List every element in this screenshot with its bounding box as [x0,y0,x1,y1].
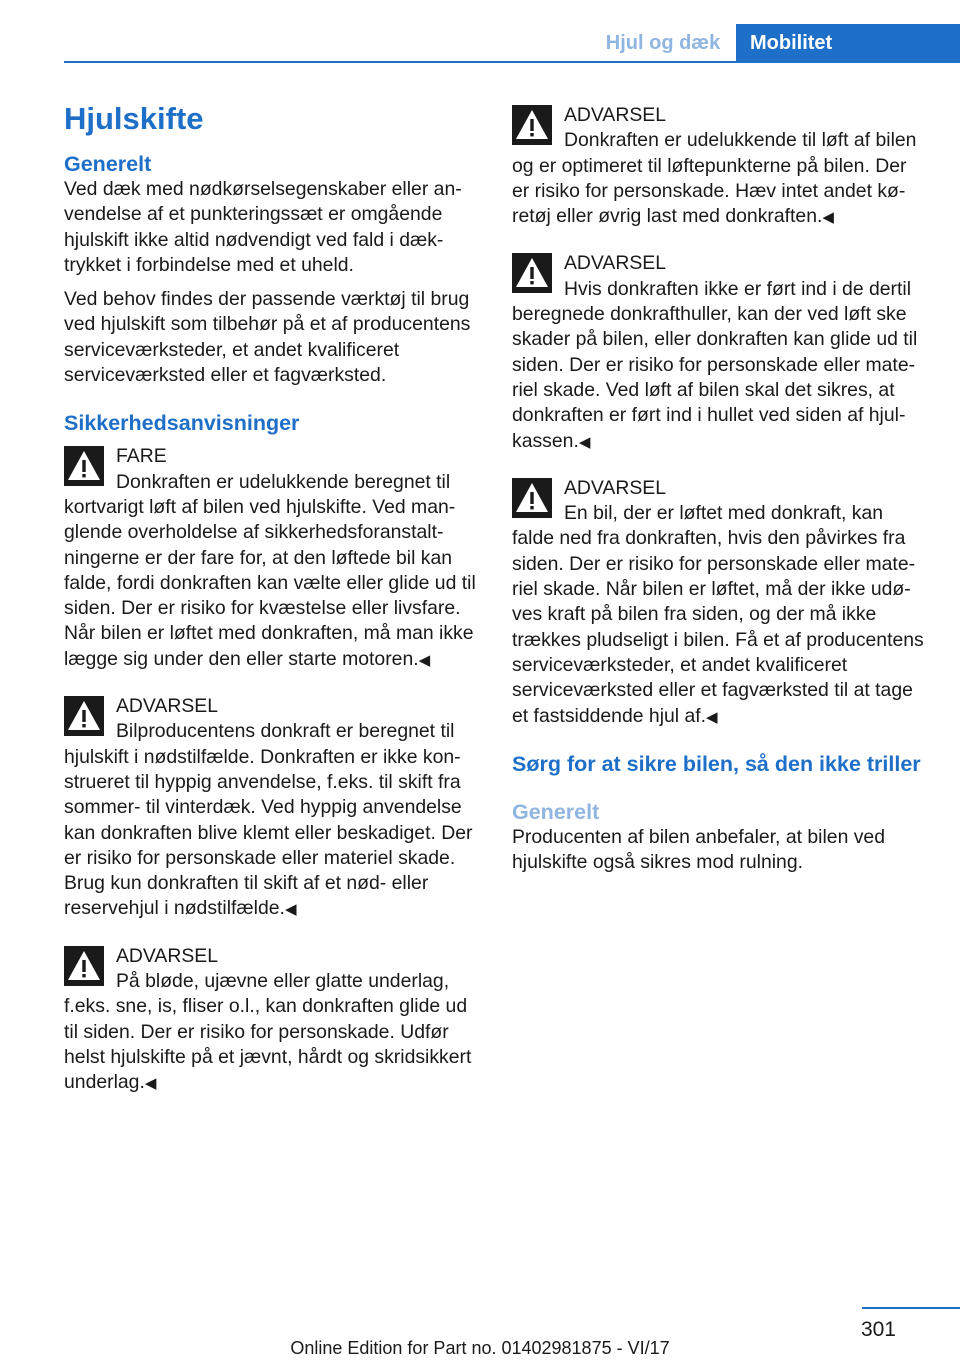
warning-block-fare [64,444,478,673]
warning-first-line: En bil, der er løftet med donkraft, kan [564,502,884,525]
warning-title: ADVARSEL [116,695,219,718]
end-mark: ◀ [822,209,834,227]
warning-text: f.eks. sne, is, fliser o.l., kan donkraften glide ud til siden. Der er risiko for personskade. Udfør helst hjulskifte på et jævnt, hårdt og skridsikkert underlag. [64,995,472,1094]
warning-first-line: På bløde, ujævne eller glatte underlag, [116,970,450,993]
page-title: Hjulskifte [64,101,204,136]
end-mark: ◀ [706,708,718,726]
warning-triangle-icon [512,105,552,145]
page-number: 301 [860,1318,896,1341]
warning-first-line: Hvis donkraften ikke er ført ind i de dertil [564,277,912,300]
end-mark: ◀ [578,433,591,451]
warning-text: og er optimeret til løftepunkterne på bilen. Der er risiko for personskade. Hæv intet andet køretøj eller øvrig last med donkraften. [512,154,907,228]
warning-first-line: Donkraften er udelukkende til løft af bilen [564,129,917,152]
warning-text: hjulskift i nødstilfælde. Donkraften er ikke konstrueret til hyppig anvendelse, f.eks. til skift fra sommer- til vinterdæk. Ved hyppig anvendelse kan donkraften blive klemt eller beskadiget. Der er risiko for personskade eller materiel skade. Brug kun donkraften til skift af et nød- eller reservehjul i nødstilfælde. [64,745,473,920]
generelt-paragraph-1: Ved dæk med nødkørselsegenskaber eller anvendelse af et punkteringssæt er omgående hjulskift ikke altid nødvendigt ved fald i dæktrykket i forbindelse med et uheld. [64,178,462,276]
edition-note: Online Edition for Part no. 01402981875 - VI/17 [290,1338,670,1358]
end-mark: ◀ [418,651,431,669]
warning-block-advarsel [512,103,928,230]
section-tab[interactable]: Mobilitet [736,24,960,63]
left-column [64,100,478,1118]
warning-title: ADVARSEL [116,944,219,967]
warning-triangle-icon [64,946,104,986]
end-mark: ◀ [144,1075,157,1093]
chapter-tab[interactable]: Hjul og dæk [605,32,721,54]
warning-triangle-icon [64,696,104,736]
warning-title: FARE [116,445,167,468]
warning-triangle-icon [512,253,552,293]
right-column [512,103,928,884]
secure-sub-heading: Generelt [512,799,600,824]
secure-heading: Sørg for at sikre bilen, så den ikke triller [512,751,921,776]
warning-block-advarsel [64,694,478,923]
warning-title: ADVARSEL [564,476,667,499]
generelt-heading: Generelt [64,152,152,176]
generelt-paragraph-2: Ved behov findes der passende værktøj til brug ved hjulskift som tilbehør på et af producentens serviceværksteder, et andet kvalificeret serviceværksted eller et fagværksted. [64,288,471,387]
warning-block-advarsel [512,251,928,454]
warning-title: ADVARSEL [564,252,667,275]
footer-rule [862,1307,960,1309]
safety-heading: Sikkerhedsanvisninger [64,411,300,436]
warning-block-advarsel [64,944,478,1097]
warning-triangle-icon [512,478,552,518]
end-mark: ◀ [284,901,297,919]
warning-title: ADVARSEL [564,104,667,126]
warning-text: falde ned fra donkraften, hvis den påvirkes fra siden. Der er risiko for personskade eller materiel skade. Når bilen er løftet, må der ikke udøves kraft på bilen fra siden, og der må ikke trækkes pludseligt i bilen. Få et af producentens serviceværksteder, et andet kvalificeret serviceværksted eller et fagværksted til at tage et fastsiddende hjul af. [512,527,924,727]
warning-text: kortvarigt løft af bilen ved hjulskifte. Ved manglende overholdelse af sikkerhedsforanstaltningerne er der fare for, at den løftede bil kan falde, fordi donkraften kan vælte eller glide ud til siden. Der er risiko for kvæstelse eller livsfare. Når bilen er løftet med donkraften, må man ikke lægge sig under den eller starte motoren. [64,495,476,670]
warning-text: beregnede donkrafthuller, kan der ved løft ske skader på bilen, eller donkraften kan glide ud til siden. Der er risiko for personskade eller materiel skade. Ved løft af bilen skal det sikres, at donkraften er ført ind i hullet ved siden af hjulkassen. [512,303,918,452]
warning-first-line: Donkraften er udelukkende beregnet til [116,470,451,493]
secure-paragraph: Producenten af bilen anbefaler, at bilen ved hjulskifte også sikres mod rulning. [512,825,886,874]
warning-first-line: Bilproducentens donkraft er beregnet til [116,720,455,743]
warning-block-advarsel [512,476,928,730]
warning-triangle-icon [64,446,104,486]
